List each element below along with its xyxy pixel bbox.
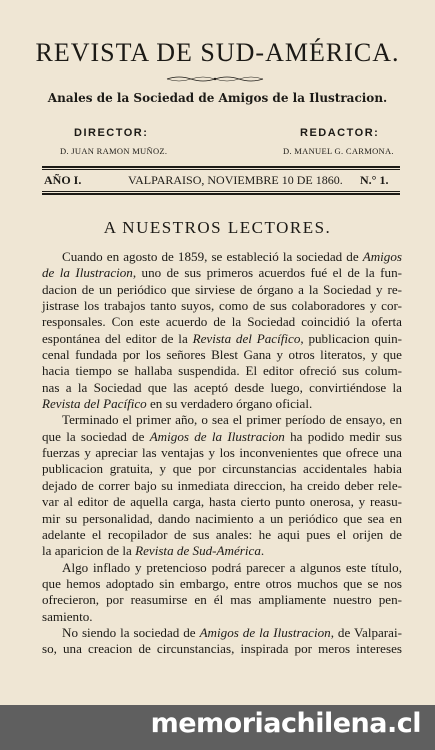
text-segment: Cuando en agosto de 1859, se estableció la sociedad de — [62, 249, 363, 264]
text-line — [42, 265, 402, 281]
issue-year: AÑO I. — [44, 173, 82, 187]
text-line — [42, 543, 402, 559]
article-body — [42, 249, 402, 658]
text-segment: Algo inflado y pretencioso podrá parecer a algunos este título, — [62, 559, 402, 575]
text-segment: , publicacion quin- — [300, 330, 402, 346]
masthead-subtitle: Anales de la Sociedad de Amigos de la Ilustracion. — [47, 91, 388, 105]
text-line — [42, 609, 402, 625]
text-line — [42, 576, 402, 592]
text-segment: dacion de un periódico que sirviese de órgano a la Sociedad y re- — [42, 281, 402, 297]
text-segment: ofrecieron, por reasumirse en él mas ampliamente nuestro pen- — [42, 592, 402, 608]
text-line — [42, 494, 402, 510]
text-segment: No siendo la sociedad de — [62, 624, 200, 640]
text-segment: dejado de correr bajo su inmediata direccion, ha creido deber rele- — [42, 477, 402, 493]
text-segment: var al editor de aquella carga, hasta cierto punto onerosa, y reasu- — [42, 494, 402, 510]
italic-text: Amigos — [362, 249, 402, 264]
text-segment: que hemos adoptado sin embargo, entre otros muchos que se nos — [42, 575, 402, 591]
italic-text: Revista del Pacífico — [192, 330, 301, 346]
text-line — [42, 592, 402, 608]
text-segment: cenal fundada por los señores Blest Gana y otros literatos, y que — [42, 347, 402, 363]
watermark-text: memoriachilena.cl — [150, 708, 421, 739]
text-line — [42, 625, 402, 641]
text-segment: , uno de sus primeros acuerdos fué el de la fun- — [132, 265, 402, 281]
ornament-divider — [165, 75, 265, 83]
text-segment: jistrase los trabajos tanto suyos, como de sus colaboradores y cor- — [42, 298, 402, 314]
director-label: DIRECTOR: — [74, 127, 149, 139]
text-line — [42, 249, 402, 265]
text-line — [42, 314, 402, 330]
watermark-bar — [0, 705, 435, 750]
text-segment: so, una creacion de circunstancias, inspirada por meros intereses — [42, 641, 402, 657]
text-segment: responsales. Con este acuerdo de la Sociedad coincidió la oferta — [42, 314, 402, 330]
text-segment: nas a la Sociedad que las aceptó desde luego, convirtiéndose la — [42, 379, 402, 395]
bottom-rule — [42, 193, 400, 195]
text-segment: publicacion gratuita, y que por circunstancias accidentales habia — [42, 461, 402, 477]
italic-text: Revista del Pacífico — [42, 396, 147, 412]
text-line — [42, 527, 402, 543]
text-line — [42, 511, 402, 527]
text-segment: , de Valparai- — [330, 624, 402, 640]
issue-number: N.° 1. — [360, 173, 389, 187]
bottom-rule-thin — [42, 191, 400, 192]
text-segment: que la sociedad de — [42, 428, 150, 444]
top-rule — [42, 166, 400, 168]
text-segment: la aparicion de la — [42, 543, 136, 559]
text-segment: samiento. — [42, 608, 93, 624]
text-line — [42, 478, 402, 494]
text-line — [42, 380, 402, 396]
text-segment: espontánea del editor de la — [42, 330, 193, 346]
text-segment: en su verdadero órgano oficial. — [146, 396, 313, 412]
text-segment: fuerzas y apreciar las ventajas y los inconvenientes que ofrece una — [42, 445, 402, 461]
masthead-title: REVISTA DE SUD-AMÉRICA. — [35, 38, 400, 67]
text-line — [42, 396, 402, 412]
text-line — [42, 331, 402, 347]
article-heading: A NUESTROS LECTORES. — [103, 218, 332, 237]
text-line — [42, 298, 402, 314]
editor-label: REDACTOR: — [300, 127, 380, 139]
text-segment: mir su personalidad, dando nacimiento a un periódico que sea en — [42, 510, 402, 526]
text-line — [42, 641, 402, 657]
text-line — [42, 347, 402, 363]
italic-text: Amigos de la Ilustracion — [149, 428, 285, 444]
text-line — [42, 282, 402, 298]
text-segment: . — [260, 543, 265, 559]
text-segment: hacia tiempo se hallaba suspendida. El editor ofreció sus colum- — [42, 363, 402, 379]
text-line — [42, 560, 402, 576]
italic-text: de la Ilustracion — [42, 265, 133, 281]
text-segment: Terminado el primer año, o sea el primer período de ensayo, en — [62, 412, 402, 428]
text-segment: ha podido medir sus — [284, 428, 403, 444]
editor-name: D. MANUEL G. CARMONA. — [283, 146, 394, 156]
text-segment: adelante el recopilador de sus anales: he aqui pues el orijen de — [42, 526, 402, 542]
text-line — [42, 363, 402, 379]
text-line — [42, 412, 402, 428]
text-line — [42, 445, 402, 461]
italic-text: Amigos de la Ilustracion — [199, 624, 331, 640]
italic-text: Revista de Sud-América — [135, 543, 261, 559]
director-name: D. JUAN RAMON MUÑOZ. — [60, 146, 168, 156]
issue-place-date: VALPARAISO, NOVIEMBRE 10 DE 1860. — [128, 173, 343, 187]
text-line — [42, 429, 402, 445]
issue-line — [42, 169, 400, 191]
text-line — [42, 461, 402, 477]
